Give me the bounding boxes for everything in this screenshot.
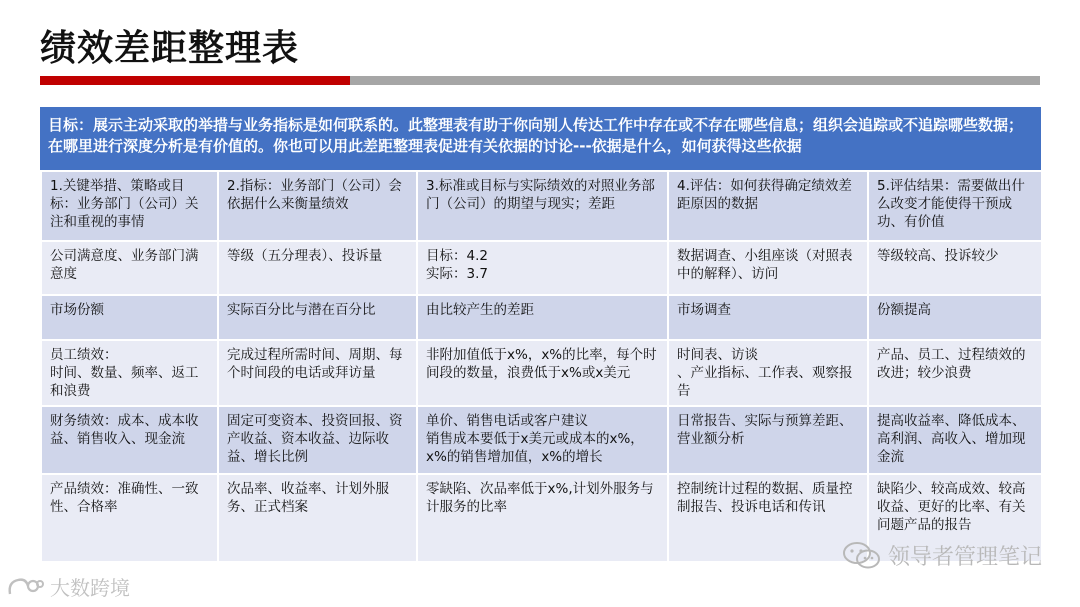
table-row bbox=[41, 340, 1042, 406]
table-cell: 等级较高、投诉较少 bbox=[868, 241, 1042, 295]
table-cell: 产品绩效：准确性、一致性、合格率 bbox=[41, 474, 218, 562]
brand-logo-icon bbox=[6, 574, 44, 600]
table-cell: 市场份额 bbox=[41, 295, 218, 340]
table-row bbox=[41, 406, 1042, 474]
table-cell: 3.标准或目标与实际绩效的对照业务部门（公司）的期望与现实；差距 bbox=[417, 171, 668, 241]
table-cell: 实际百分比与潜在百分比 bbox=[218, 295, 417, 340]
wechat-watermark bbox=[842, 540, 1042, 571]
table-cell: 完成过程所需时间、周期、每个时间段的电话或拜访量 bbox=[218, 340, 417, 406]
brand-watermark bbox=[6, 572, 130, 601]
table-cell: 产品、员工、过程绩效的改进；较少浪费 bbox=[868, 340, 1042, 406]
table-cell: 零缺陷、次品率低于x%,计划外服务与计服务的比率 bbox=[417, 474, 668, 562]
table-cell: 控制统计过程的数据、质量控制报告、投诉电话和传讯 bbox=[668, 474, 868, 562]
table-row bbox=[41, 241, 1042, 295]
table-cell: 提高收益率、降低成本、高利润、高收入、增加现金流 bbox=[868, 406, 1042, 474]
title-underline-red bbox=[40, 76, 350, 85]
table-cell: 单价、销售电话或客户建议 销售成本要低于x美元或成本的x%，x%的销售增加值，x%的增长 bbox=[417, 406, 668, 474]
table-cell: 目标：4.2 实际：3.7 bbox=[417, 241, 668, 295]
table-cell: 1.关键举措、策略或目标：业务部门（公司）关注和重视的事情 bbox=[41, 171, 218, 241]
table-cell: 公司满意度、业务部门满意度 bbox=[41, 241, 218, 295]
wechat-icon bbox=[842, 541, 882, 571]
table-cell: 日常报告、实际与预算差距、营业额分析 bbox=[668, 406, 868, 474]
table-cell: 次品率、收益率、计划外服务、正式档案 bbox=[218, 474, 417, 562]
watermark-text: 领导者管理笔记 bbox=[887, 545, 1042, 570]
table-cell: 员工绩效： 时间、数量、频率、返工和浪费 bbox=[41, 340, 218, 406]
title-underline-gray bbox=[350, 76, 1040, 85]
watermark-brand-text: 大数跨境 bbox=[50, 576, 130, 600]
table-cell: 非附加值低于x%，x%的比率，每个时间段的数量，浪费低于x%或x美元 bbox=[417, 340, 668, 406]
page-title: 绩效差距整理表 bbox=[40, 28, 300, 69]
table-cell: 市场调查 bbox=[668, 295, 868, 340]
table-cell: 财务绩效：成本、成本收益、销售收入、现金流 bbox=[41, 406, 218, 474]
table-header: 目标：展示主动采取的举措与业务指标是如何联系的。此整理表有助于你向别人传达工作中存在或不存在哪些信息；组织会追踪或不追踪哪些数据；在哪里进行深度分析是有价值的。你也可以用此差距整理表促进有关依据的讨论---依据是什么，如何获得这些依据 bbox=[40, 107, 1041, 170]
table-cell: 由比较产生的差距 bbox=[417, 295, 668, 340]
table-cell: 2.指标：业务部门（公司）会依据什么来衡量绩效 bbox=[218, 171, 417, 241]
table-row bbox=[41, 171, 1042, 241]
table-body bbox=[40, 170, 1043, 563]
table-row bbox=[41, 295, 1042, 340]
table-cell: 时间表、访谈 、产业指标、工作表、观察报告 bbox=[668, 340, 868, 406]
table-cell: 4.评估：如何获得确定绩效差距原因的数据 bbox=[668, 171, 868, 241]
table-cell: 份额提高 bbox=[868, 295, 1042, 340]
table-cell: 缺陷少、较高成效、较高收益、更好的比率、有关问题产品的报告 bbox=[868, 474, 1042, 562]
table-cell: 等级（五分理表）、投诉量 bbox=[218, 241, 417, 295]
gap-table bbox=[40, 107, 1041, 563]
table-cell: 固定可变资本、投资回报、资产收益、资本收益、边际收益、增长比例 bbox=[218, 406, 417, 474]
table-cell: 数据调查、小组座谈（对照表中的解释）、访问 bbox=[668, 241, 868, 295]
table-cell: 5.评估结果：需要做出什么改变才能使得干预成功、有价值 bbox=[868, 171, 1042, 241]
